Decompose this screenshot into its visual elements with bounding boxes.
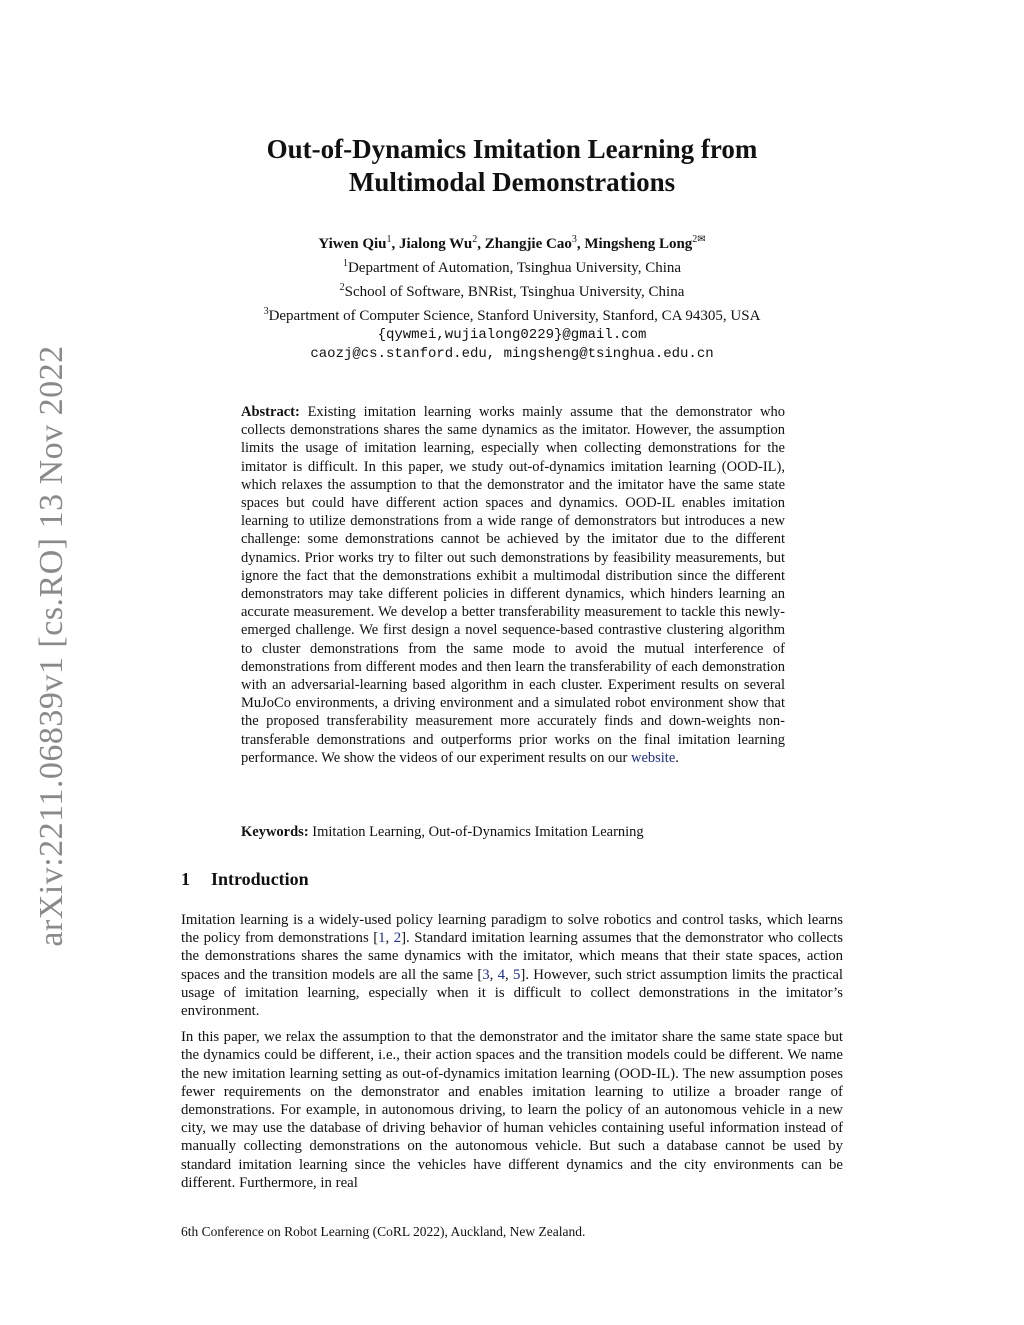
citation-link[interactable]: 1: [378, 930, 386, 947]
paper-title: [180, 133, 844, 199]
intro-paragraph-2: In this paper, we relax the assumption to that the demonstrator and the imitator share the same state space but the dynamics could be different, i.e., their action spaces and the transition models could be different. We name the new imitation learning setting as out-of-dynamics imitation learning (OOD-IL). The new assumption poses fewer requirements on the demonstrator and enables imitation learning to utilize a broader range of demonstrations. For example, in autonomous driving, to learn the policy of an autonomous vehicle in a new city, we may use the database of driving behavior of human vehicles containing useful information instead of manually collecting demonstrations on the autonomous vehicle. But such a database cannot be used by standard imitation learning since the vehicles have different dynamics and the city environments can be different. Furthermore, in real: [181, 1029, 843, 1191]
keywords: [241, 823, 801, 841]
intro-text: ,: [489, 966, 498, 983]
author-separator: ,: [391, 236, 400, 252]
section-title: Introduction: [211, 869, 309, 889]
author-3-sup: 3: [571, 234, 577, 245]
author-separator: ,: [576, 236, 585, 252]
affiliation-3: [180, 302, 844, 326]
citation-link[interactable]: 4: [497, 966, 506, 983]
affiliation-2: [180, 278, 844, 302]
intro-text: ,: [505, 966, 514, 983]
citation-link[interactable]: 5: [513, 966, 521, 983]
section-heading-introduction: [181, 869, 309, 890]
author-4-sup: 2✉: [692, 234, 706, 245]
author-separator: ,: [477, 236, 485, 252]
citation-link[interactable]: 3: [482, 966, 490, 983]
affiliation-1-text: Department of Automation, Tsinghua University, China: [347, 260, 682, 276]
abstract-label: Abstract:: [241, 404, 300, 420]
affiliation-3-text: Department of Computer Science, Stanford University, Stanford, CA 94305, USA: [268, 308, 761, 324]
abstract-text: Existing imitation learning works mainly assume that the demonstrator who collects demonstrations shares the same dynamics as the imitator. However, the assumption limits the usage of imitation learning, especially when collecting demonstrations for the imitator is difficult. In this paper, we study out-of-dynamics imitation learning (OOD-IL), which relaxes the assumption to that the demonstrator and the imitator have the same state spaces but could have different action spaces and dynamics. OOD-IL enables imitation learning to utilize demonstrations from a wide range of demonstrators but introduces a new challenge: some demonstrations cannot be achieved by the imitator due to the different dynamics. Prior works try to filter out such demonstrations by feasibility measurements, but ignore the fact that the demonstrations exhibit a multimodal distribution since the different demonstrators may take different policies in different dynamics, which hinders learning an accurate measurement. We develop a better transferability measurement to tackle this newly-emerged challenge. We first design a novel sequence-based contrastive clustering algorithm to cluster demonstrations from the same mode to avoid the mutual interference of demonstrations from different modes and then learn the transferability of each demonstration with an adversarial-learning based algorithm in each cluster. Experiment results on several MuJoCo environments, a driving environment and a simulated robot environment show that the proposed transferability measurement more accurately finds and down-weights non-transferable demonstrations and outperforms prior works on the final imitation learning performance. We show the videos of our experiment results on our: [241, 404, 785, 766]
affiliation-1: [180, 254, 844, 278]
author-2-sup: 2: [472, 234, 478, 245]
author-1-sup: 1: [386, 234, 392, 245]
intro-text: Imitation learning is a widely-used policy learning paradigm to solve robotics and control tasks, which learns the policy from demonstrations [: [181, 912, 843, 947]
keywords-text: Imitation Learning, Out-of-Dynamics Imitation Learning: [308, 824, 644, 840]
author-3: Zhangjie Cao: [484, 236, 572, 252]
intro-paragraph-1: [181, 911, 843, 1020]
introduction-body: [181, 911, 843, 1200]
affiliation-1-sup: 1: [342, 258, 348, 269]
section-number: 1: [181, 869, 190, 889]
abstract: [241, 403, 785, 767]
intro-text: ,: [385, 930, 394, 947]
author-4: Mingsheng Long: [584, 236, 693, 252]
citation-link[interactable]: 2: [393, 930, 402, 947]
abstract-end: .: [675, 749, 679, 766]
affiliation-2-sup: 2: [339, 282, 345, 293]
email-line-1: {qywmei,wujialong0229}@gmail.com: [377, 327, 647, 343]
intro-text: ]. Standard imitation learning assumes that the demonstrator who collects the demonstrations shares the same dynamics with the imitator, which means that their state spaces, action spaces and the transition models are all the same [: [181, 930, 843, 983]
author-names: [180, 230, 844, 254]
title-line-1: Out-of-Dynamics Imitation Learning from: [266, 134, 758, 164]
author-2: Jialong Wu: [399, 236, 473, 252]
conference-footer: 6th Conference on Robot Learning (CoRL 2022), Auckland, New Zealand.: [181, 1224, 586, 1239]
keywords-label: Keywords:: [241, 824, 309, 840]
author-block: [180, 230, 844, 364]
affiliation-2-text: School of Software, BNRist, Tsinghua University, China: [344, 284, 685, 300]
author-1: Yiwen Qiu: [318, 236, 387, 252]
arxiv-identifier-stamp: arXiv:2211.06839v1 [cs.RO] 13 Nov 2022: [33, 345, 70, 947]
email-line-2: caozj@cs.stanford.edu, mingsheng@tsinghua.edu.cn: [310, 346, 714, 362]
intro-text: ]. However, such strict assumption limits the practical usage of imitation learning, especially when it is difficult to collect demonstrations in the imitator’s environment.: [181, 966, 844, 1020]
title-line-2: Multimodal Demonstrations: [348, 167, 676, 197]
affiliation-3-sup: 3: [263, 306, 269, 317]
website-link[interactable]: website: [630, 749, 676, 766]
